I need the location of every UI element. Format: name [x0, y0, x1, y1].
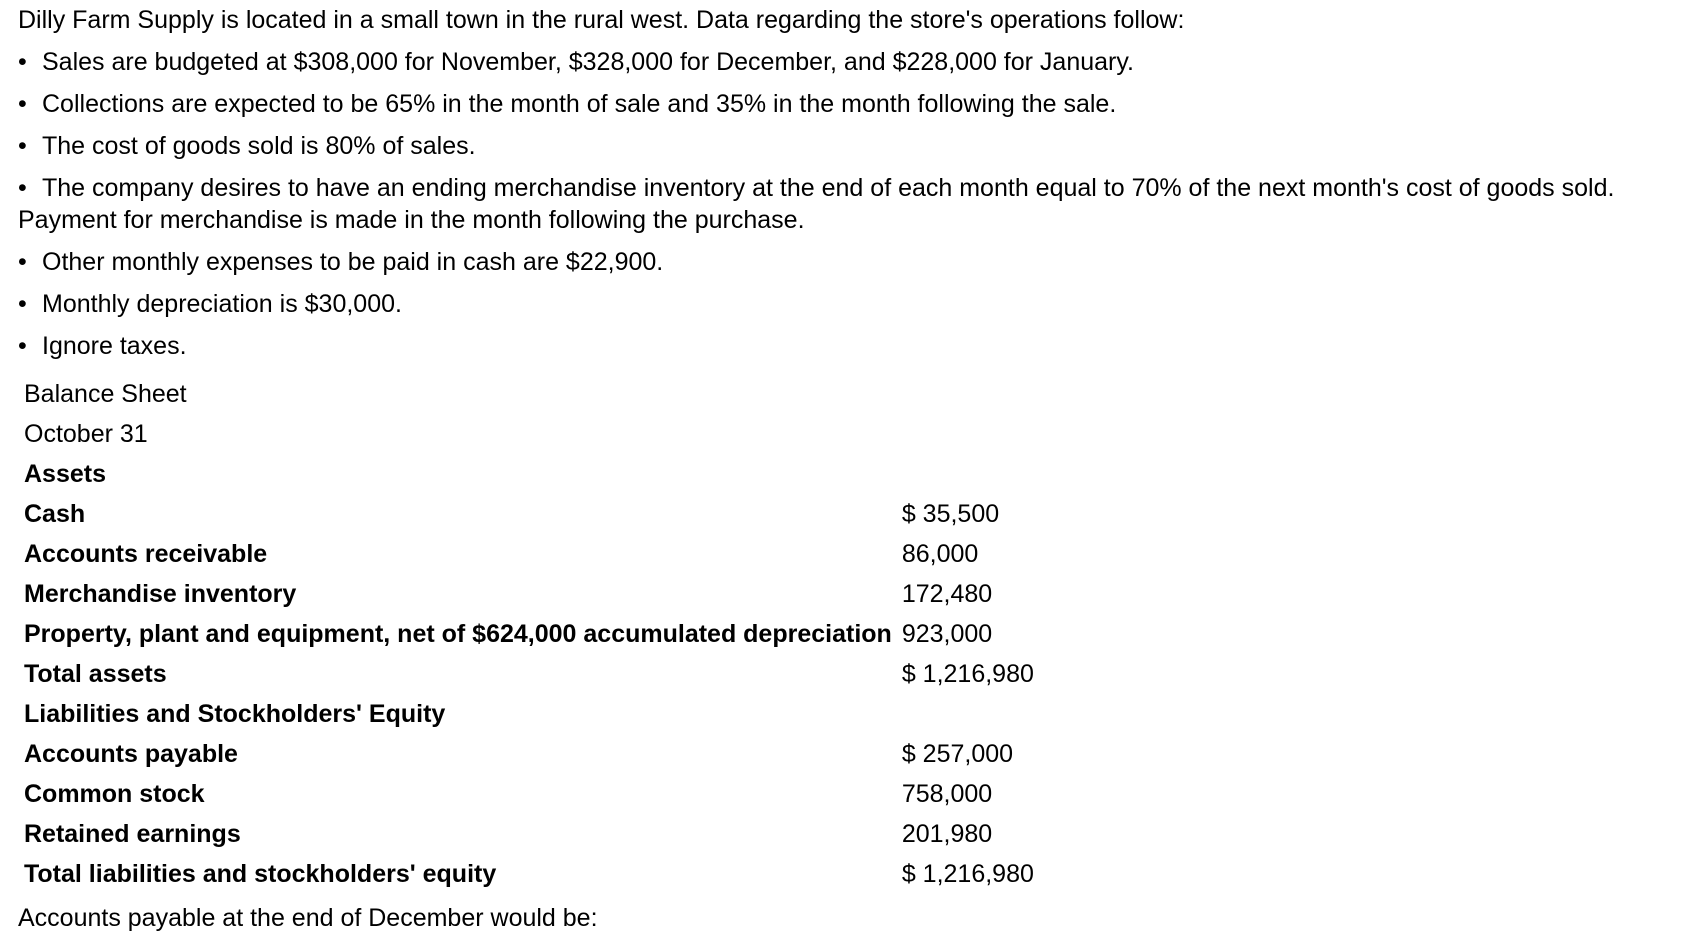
table-row	[18, 654, 1040, 694]
list-item	[18, 246, 1658, 278]
bullet-text: Ignore taxes.	[42, 332, 187, 360]
table-row	[18, 414, 1040, 454]
row-value: 172,480	[901, 579, 993, 608]
row-value: 758,000	[901, 779, 993, 808]
bullet-icon: •	[18, 174, 27, 202]
table-row	[18, 534, 1040, 574]
bullet-icon: •	[18, 90, 27, 118]
balance-sheet-date: October 31	[24, 419, 148, 448]
table-row	[18, 614, 1040, 654]
row-value: $ 1,216,980	[901, 859, 1034, 888]
row-label: Retained earnings	[24, 819, 241, 848]
bullet-icon: •	[18, 332, 27, 360]
bullet-icon: •	[18, 248, 27, 276]
row-label: Accounts payable	[24, 739, 238, 768]
bullet-text: The cost of goods sold is 80% of sales.	[42, 132, 476, 160]
table-row	[18, 734, 1040, 774]
row-value: $ 257,000	[901, 739, 1014, 768]
list-item	[18, 88, 1658, 120]
bullet-text: Other monthly expenses to be paid in cash are $22,900.	[42, 248, 664, 276]
row-value: 201,980	[901, 819, 993, 848]
row-value: $ 35,500	[901, 499, 1000, 528]
list-item	[18, 288, 1658, 320]
bullet-icon: •	[18, 290, 27, 318]
list-item	[18, 46, 1658, 78]
bullet-icon: •	[18, 48, 27, 76]
table-row	[18, 374, 1040, 414]
row-label: Total liabilities and stockholders' equity	[24, 859, 497, 888]
balance-sheet-title: Balance Sheet	[24, 379, 187, 408]
bullet-icon: •	[18, 132, 27, 160]
balance-sheet-table	[18, 374, 1040, 894]
row-label: Common stock	[24, 779, 205, 808]
liabilities-heading: Liabilities and Stockholders' Equity	[24, 699, 446, 728]
row-label: Property, plant and equipment, net of $624,000 accumulated depreciation	[24, 619, 892, 648]
row-value: 86,000	[901, 539, 979, 568]
question-text: Accounts payable at the end of December would be:	[18, 904, 598, 932]
list-item	[18, 330, 1658, 362]
table-row	[18, 774, 1040, 814]
list-item	[18, 172, 1658, 236]
bullet-text: Monthly depreciation is $30,000.	[42, 290, 402, 318]
assets-heading: Assets	[24, 459, 106, 488]
row-value: 923,000	[901, 619, 993, 648]
row-value: $ 1,216,980	[901, 659, 1034, 688]
problem-document	[18, 0, 1658, 934]
row-label: Total assets	[24, 659, 167, 688]
bullet-text: Sales are budgeted at $308,000 for November, $328,000 for December, and $228,000 for January.	[42, 48, 1134, 76]
table-row	[18, 454, 1040, 494]
bullet-text: The company desires to have an ending merchandise inventory at the end of each month equal to 70% of the next month's cost of goods sold. Payment for merchandise is made in the month following the purchase.	[18, 174, 1615, 234]
bullet-text: Collections are expected to be 65% in the month of sale and 35% in the month following the sale.	[42, 90, 1117, 118]
table-row	[18, 694, 1040, 734]
list-item	[18, 130, 1658, 162]
table-row	[18, 494, 1040, 534]
table-row	[18, 854, 1040, 894]
row-label: Merchandise inventory	[24, 579, 297, 608]
table-row	[18, 574, 1040, 614]
intro-text: Dilly Farm Supply is located in a small town in the rural west. Data regarding the store's operations follow:	[18, 6, 1185, 34]
table-row	[18, 814, 1040, 854]
row-label: Cash	[24, 499, 86, 528]
row-label: Accounts receivable	[24, 539, 268, 568]
assumptions-list	[18, 46, 1658, 362]
